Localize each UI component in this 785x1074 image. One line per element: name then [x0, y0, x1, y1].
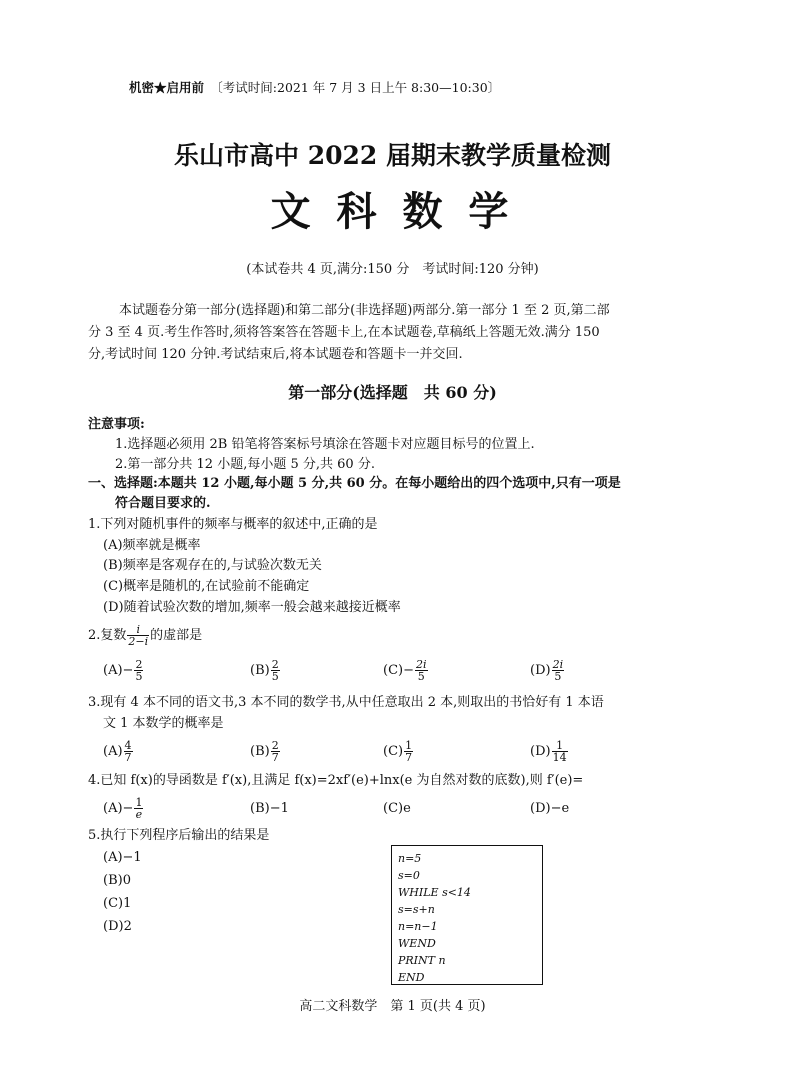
q5-option-c: (C)1: [103, 896, 132, 911]
program-line: WHILE s<14: [398, 886, 471, 899]
part1-title: 第一部分(选择题 共 60 分): [288, 383, 497, 402]
q5-option-b: (B)0: [103, 873, 131, 888]
q2-option-a: (A)− $\frac{2}{5}$: [103, 658, 143, 683]
q3-option-a: (A) $\frac{4}{7}$: [103, 739, 132, 764]
program-line: PRINT n: [398, 954, 446, 967]
q5-option-d: (D)2: [103, 919, 132, 934]
q2-option-d: (D) $\frac{2i}{5}$: [530, 658, 564, 683]
q4-option-a: (A)− $\frac{1}{e}$: [103, 796, 143, 821]
notice-heading: 注意事项:: [88, 417, 145, 432]
page-footer: 高二文科数学 第 1 页(共 4 页): [299, 999, 486, 1014]
q3-option-b: (B) $\frac{2}{7}$: [250, 739, 279, 764]
program-line: n=5: [398, 852, 422, 865]
program-line: s=s+n: [398, 903, 435, 916]
q4-option-b: (B)−1: [250, 801, 289, 816]
q5-stem: 5.执行下列程序后输出的结果是: [88, 828, 270, 843]
q2-fraction: $\frac{i}{2-i}$: [128, 623, 149, 648]
q4-option-d: (D)−e: [530, 801, 570, 816]
program-box: [391, 845, 543, 985]
q2-option-c: (C)− $\frac{2i}{5}$: [383, 658, 427, 683]
intro-line-3: 分,考试时间 120 分钟.考试结束后,将本试题卷和答题卡一并交回.: [88, 347, 463, 362]
section-heading-line-1: 一、选择题:本题共 12 小题,每小题 5 分,共 60 分。在每小题给出的四个选项中,只有一项是: [88, 476, 621, 491]
program-line: n=n−1: [398, 920, 438, 933]
exam-meta: (本试卷共 4 页,满分:150 分 考试时间:120 分钟): [246, 262, 539, 277]
q1-option-d: (D)随着试验次数的增加,频率一般会越来越接近概率: [103, 600, 401, 615]
q1-stem: 1.下列对随机事件的频率与概率的叙述中,正确的是: [88, 517, 378, 532]
q3-option-d: (D) $\frac{1}{14}$: [530, 739, 567, 764]
q1-option-a: (A)频率就是概率: [103, 538, 201, 553]
q4-option-c: (C)e: [383, 801, 411, 816]
program-line: END: [398, 971, 425, 984]
program-line: s=0: [398, 869, 420, 882]
exam-title: 乐山市高中 2022 届期末教学质量检测: [174, 141, 611, 170]
q1-option-c: (C)概率是随机的,在试验前不能确定: [103, 579, 310, 594]
subject-title: 文 科 数 学: [270, 188, 515, 235]
exam-time: 〔考试时间:2021 年 7 月 3 日上午 8:30—10:30〕: [216, 80, 501, 95]
q2-stem: 2.复数 $\frac{i}{2-i}$ 的虚部是: [88, 623, 203, 648]
q1-option-b: (B)频率是客观存在的,与试验次数无关: [103, 558, 322, 573]
section-heading-line-2: 符合题目要求的.: [115, 496, 211, 511]
confidential-label: 机密★启用前 〔考试时间:2021 年 7 月 3 日上午 8:30—10:30〕: [129, 80, 501, 95]
q3-stem-line-1: 3.现有 4 本不同的语文书,3 本不同的数学书,从中任意取出 2 本,则取出的书恰好有 1 本语: [88, 695, 604, 710]
program-line: WEND: [398, 937, 436, 950]
notice-item-2: 2.第一部分共 12 小题,每小题 5 分,共 60 分.: [115, 457, 375, 472]
notice-item-1: 1.选择题必须用 2B 铅笔将答案标号填涂在答题卡对应题目标号的位置上.: [115, 437, 535, 452]
q3-stem-line-2: 文 1 本数学的概率是: [103, 716, 224, 731]
q3-option-c: (C) $\frac{1}{7}$: [383, 739, 413, 764]
intro-line-1: 本试题卷分第一部分(选择题)和第二部分(非选择题)两部分.第一部分 1 至 2 页,第二部: [119, 303, 610, 318]
q5-option-a: (A)−1: [103, 850, 142, 865]
q2-option-b: (B) $\frac{2}{5}$: [250, 658, 279, 683]
q4-stem: 4.已知 f(x)的导函数是 f′(x),且满足 f(x)=2xf′(e)+lnx(e 为自然对数的底数),则 f′(e)=: [88, 773, 584, 788]
intro-line-2: 分 3 至 4 页.考生作答时,须将答案答在答题卡上,在本试题卷,草稿纸上答题无效.满分 150: [88, 325, 600, 340]
